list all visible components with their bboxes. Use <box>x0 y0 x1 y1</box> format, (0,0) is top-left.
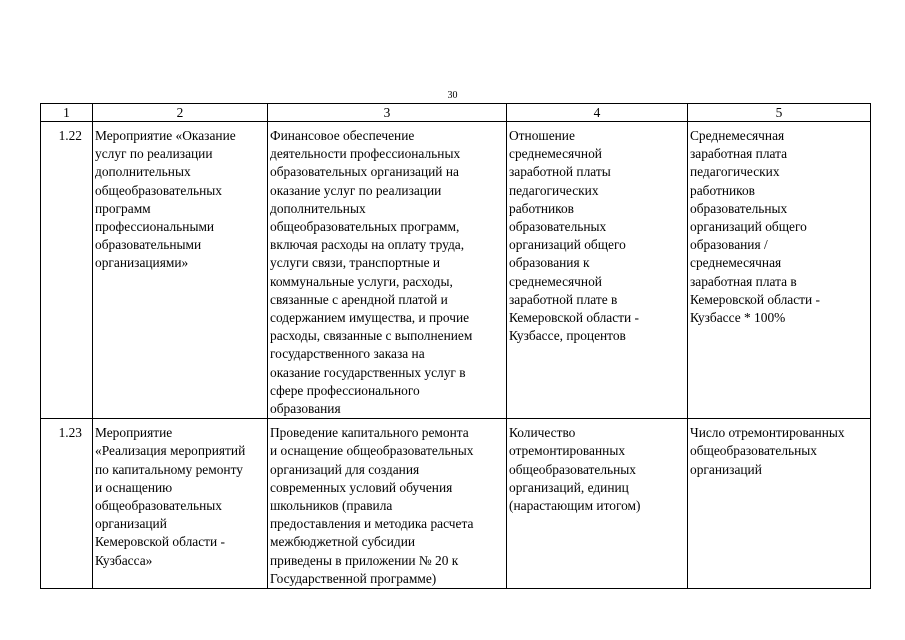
event-description: Финансовое обеспечение деятельности профессиональных образовательных организаций на оказание услуг по реализации дополнительных общеобразовательных программ, включая расходы на оплату труда, услуги связи, транспортные и коммунальные услуги, расходы, связанные с арендной платой и содержанием имущества, и прочие расходы, связанные с выполнением государственного заказа на оказание государственных услуг в сфере профессионального образования <box>268 122 507 419</box>
header-col-1: 1 <box>41 104 93 122</box>
header-col-5: 5 <box>688 104 871 122</box>
indicator-formula: Число отремонтированных общеобразовательных организаций <box>688 419 871 589</box>
table-row <box>41 122 871 419</box>
page-number: 30 <box>447 90 458 101</box>
program-table <box>40 103 871 589</box>
header-col-4: 4 <box>507 104 688 122</box>
table-row <box>41 419 871 589</box>
table-header-row <box>41 104 871 122</box>
row-number: 1.23 <box>41 419 93 589</box>
event-name: Мероприятие «Оказание услуг по реализации дополнительных общеобразовательных программ профессиональными образовательными организациями» <box>93 122 268 419</box>
event-name: Мероприятие «Реализация мероприятий по капитальному ремонту и оснащению общеобразовательных организаций Кемеровской области - Кузбасса» <box>93 419 268 589</box>
row-number: 1.22 <box>41 122 93 419</box>
indicator-formula: Среднемесячная заработная плата педагогических работников образовательных организаций общего образования / среднемесячная заработная плата в Кемеровской области - Кузбассе * 100% <box>688 122 871 419</box>
header-col-3: 3 <box>268 104 507 122</box>
event-description: Проведение капитального ремонта и оснащение общеобразовательных организаций для создания современных условий обучения школьников (правила предоставления и методика расчета межбюджетной субсидии приведены в приложении № 20 к Государственной программе) <box>268 419 507 589</box>
indicator-name: Отношение среднемесячной заработной платы педагогических работников образовательных организаций общего образования к среднемесячной заработной плате в Кемеровской области - Кузбассе, процентов <box>507 122 688 419</box>
indicator-name: Количество отремонтированных общеобразовательных организаций, единиц (нарастающим итогом) <box>507 419 688 589</box>
header-col-2: 2 <box>93 104 268 122</box>
